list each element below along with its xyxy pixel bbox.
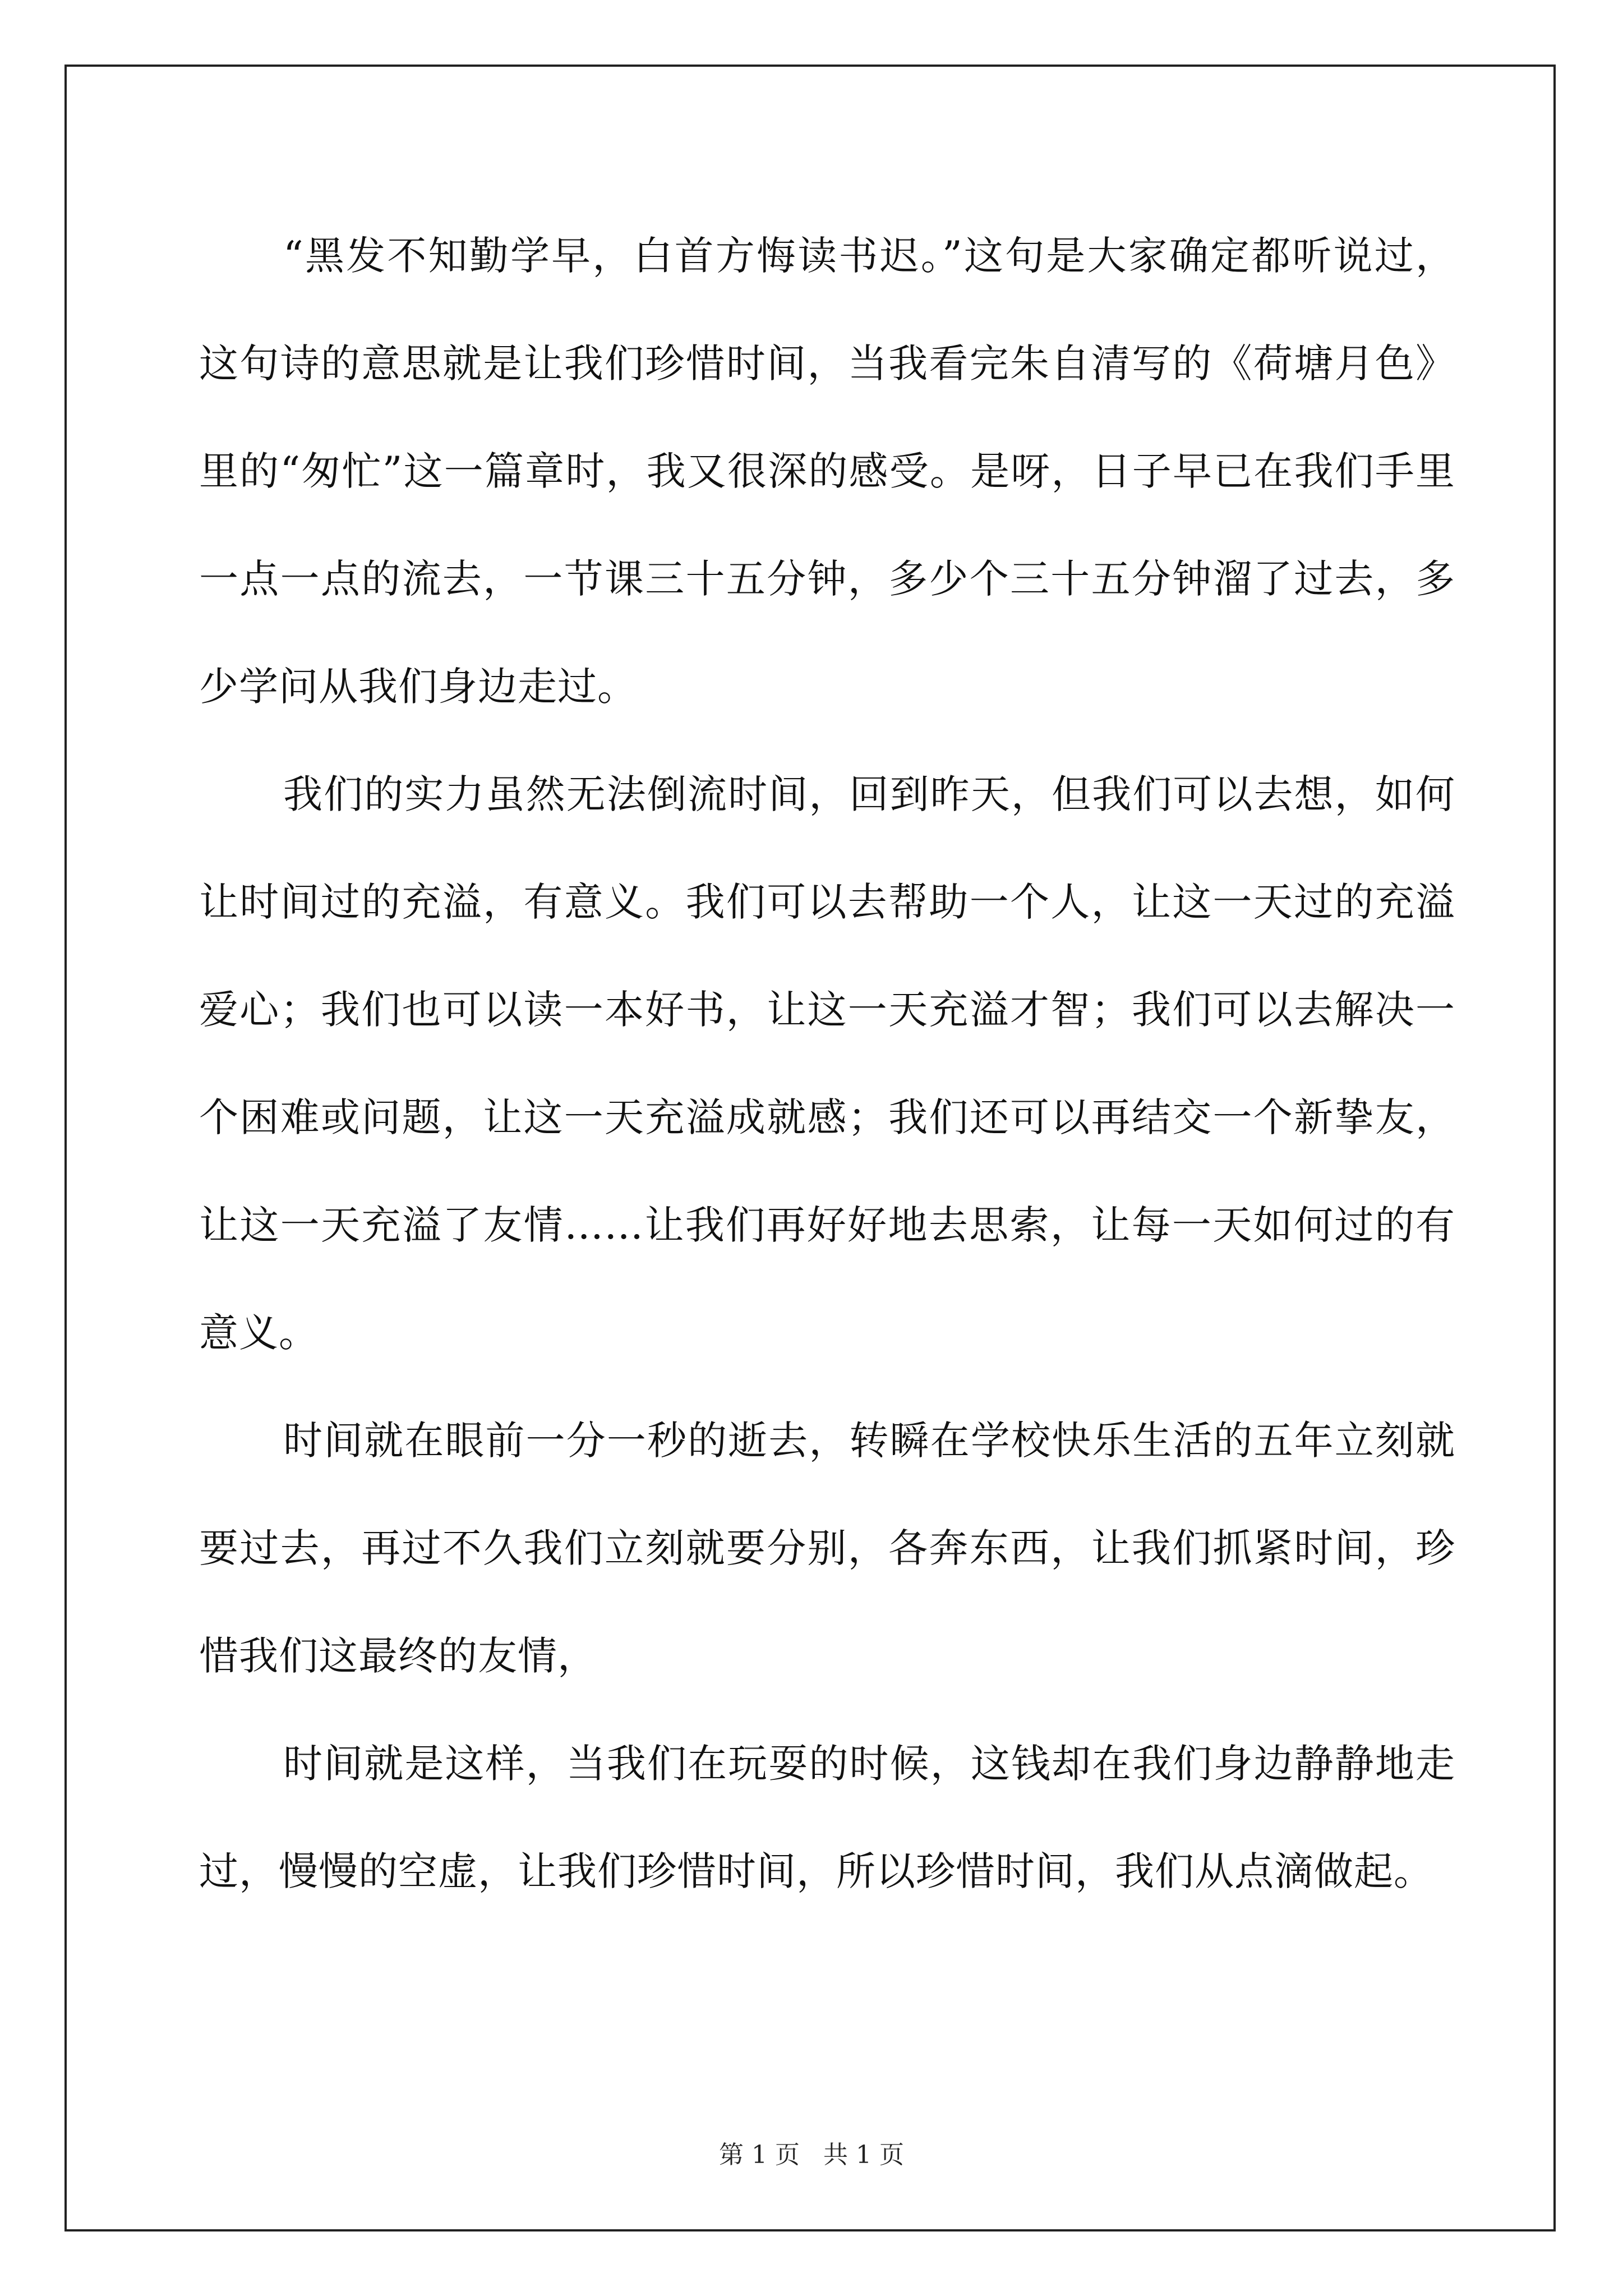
document-body [199,202,1455,1925]
paragraph-3: 时间就在眼前一分一秒的逝去，转瞬在学校快乐生活的五年立刻就要过去，再过不久我们立刻就要分别，各奔东西，让我们抓紧时间，珍惜我们这最终的友情， [199,1418,1455,1679]
paragraph-2: 我们的实力虽然无法倒流时间，回到昨天，但我们可以去想，如何让时间过的充溢，有意义。我们可以去帮助一个人，让这一天过的充溢爱心；我们也可以读一本好书，让这一天充溢才智；我们可以去解决一个困难或问题，让这一天充溢成就感；我们还可以再结交一个新挚友，让这一天充溢了友情……让我们再好好地去思索，让每一天如何过的有意义。 [199,771,1455,1356]
page-number-footer: 第 1 页 共 1 页 [719,2141,904,2169]
paragraph-1: “黑发不知勤学早，白首方悔读书迟。”这句是大家确定都听说过，这句诗的意思就是让我们珍惜时间，当我看完朱自清写的《荷塘月色》里的“匆忙”这一篇章时，我又很深的感受。是呀，日子早已在我们手里一点一点的流去，一节课三十五分钟，多少个三十五分钟溜了过去，多少学问从我们身边走过。 [199,233,1455,710]
paragraph-4: 时间就是这样，当我们在玩耍的时候，这钱却在我们身边静静地走过，慢慢的空虚，让我们珍惜时间，所以珍惜时间，我们从点滴做起。 [199,1741,1455,1894]
